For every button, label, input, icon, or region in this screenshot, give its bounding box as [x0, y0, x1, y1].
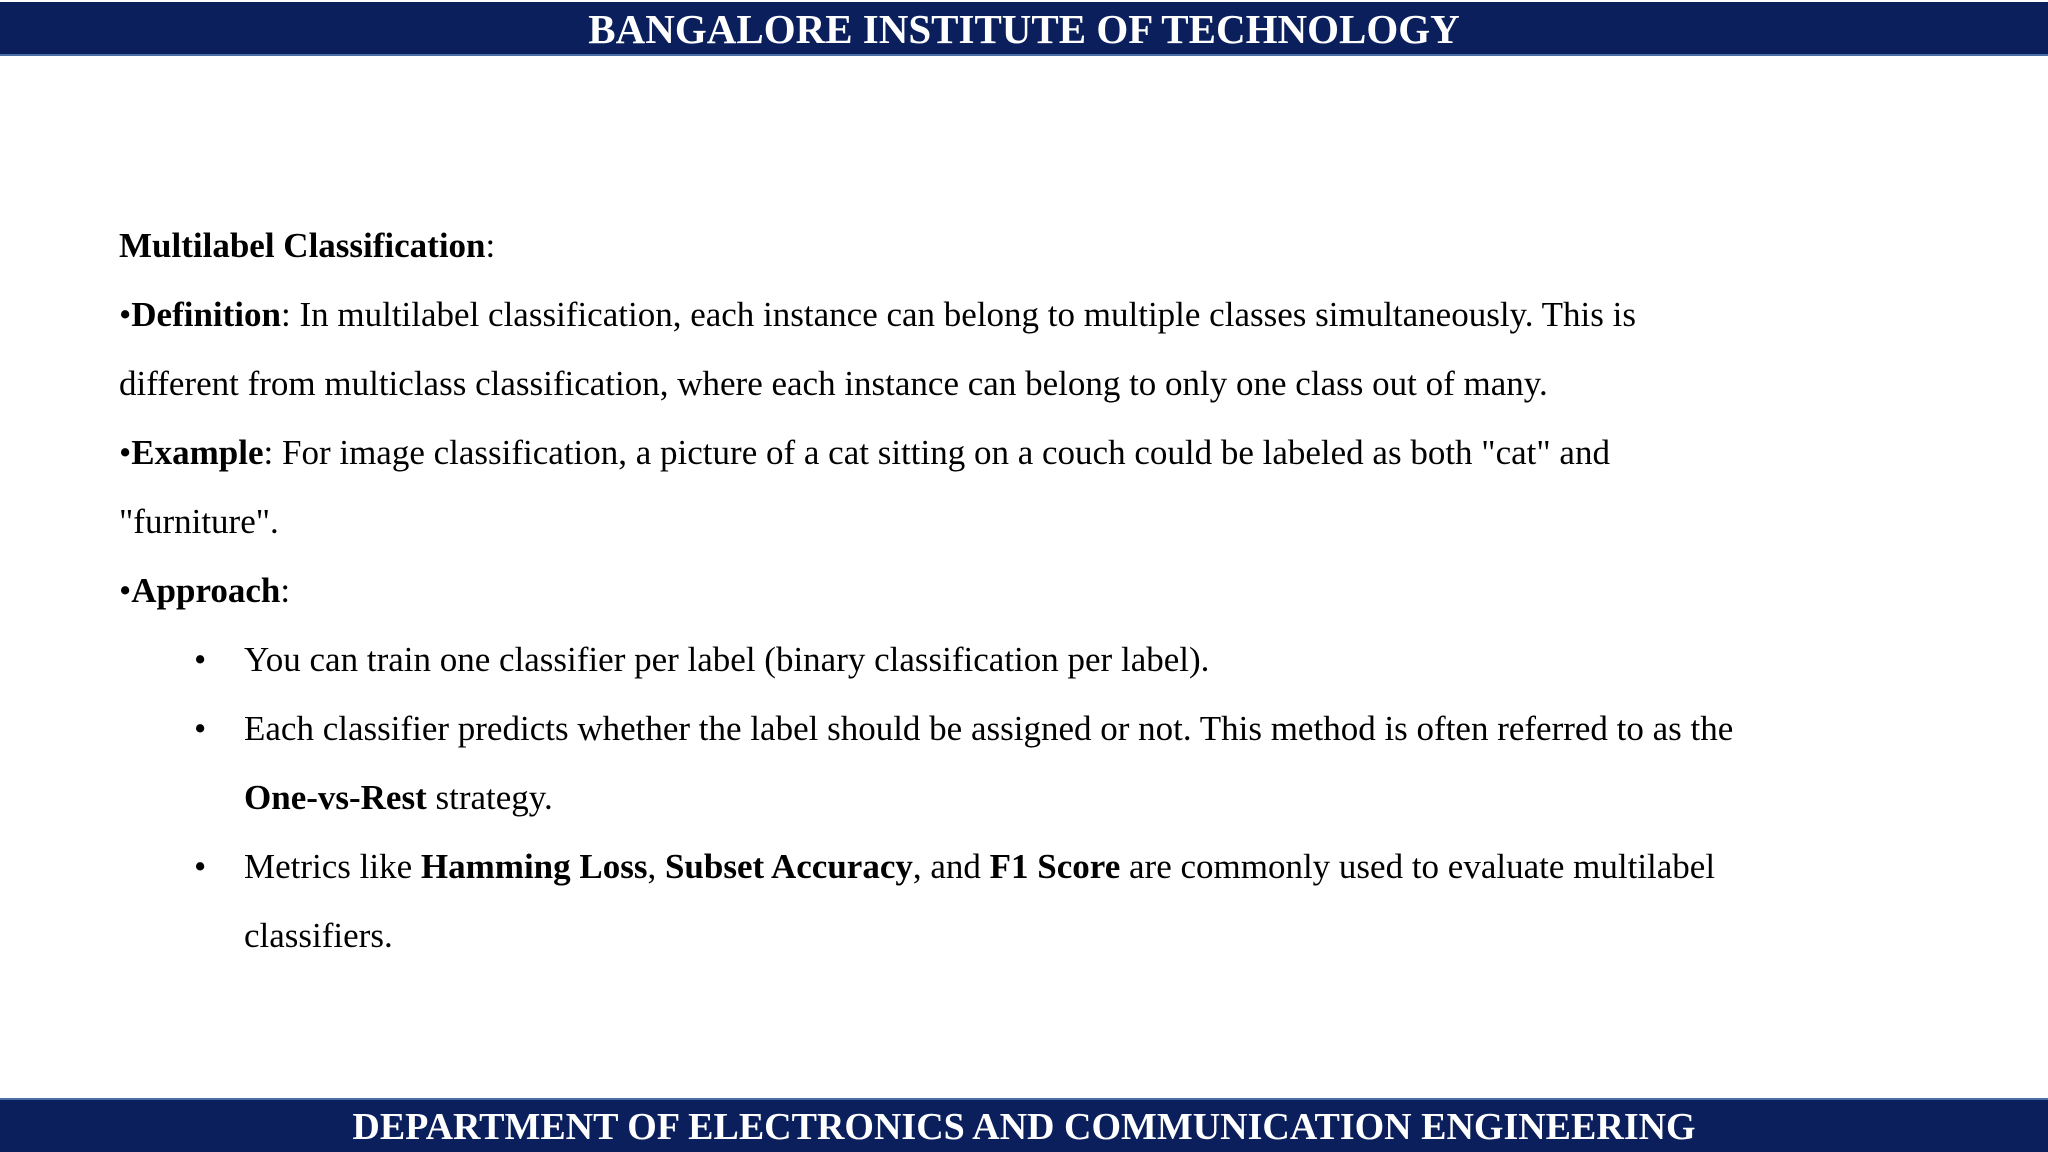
bullet: • [119, 433, 132, 472]
example-line-2: "furniture". [119, 502, 279, 541]
sub-bullet: • [194, 640, 207, 679]
institute-title: BANGALORE INSTITUTE OF TECHNOLOGY [588, 6, 1460, 52]
approach-item-3: • Metrics like Hamming Loss, Subset Accuracy, and F1 Score are commonly used to evaluate multilabel [119, 832, 1939, 901]
footer-banner [0, 1098, 2048, 1152]
example-label: Example [131, 433, 264, 472]
one-vs-rest-term: One-vs-Rest [244, 778, 427, 817]
subset-accuracy-term: Subset Accuracy [664, 847, 913, 886]
approach-item-2: • Each classifier predicts whether the label should be assigned or not. This method is often referred to as the [119, 694, 1939, 763]
sub-bullet: • [194, 709, 207, 748]
slide-content [119, 211, 1939, 970]
sub-bullet: • [194, 847, 207, 886]
section-heading: Multilabel Classification: [119, 226, 496, 265]
approach-item-1: • You can train one classifier per label (binary classification per label). [119, 625, 1939, 694]
bullet: • [119, 571, 132, 610]
definition-line-1: •Definition: In multilabel classification, each instance can belong to multiple classes simultaneously. This is [119, 295, 1636, 334]
f1-score-term: F1 Score [989, 847, 1121, 886]
hamming-loss-term: Hamming Loss [420, 847, 648, 886]
approach-item-3-cont: classifiers. [244, 916, 393, 955]
approach-item-2-cont: One-vs-Rest strategy. [244, 778, 553, 817]
definition-line-2: different from multiclass classification, where each instance can belong to only one class out of many. [119, 364, 1548, 403]
example-line-1: •Example: For image classification, a picture of a cat sitting on a couch could be labeled as both "cat" and [119, 433, 1610, 472]
section-title: Multilabel Classification [119, 226, 486, 265]
bullet: • [119, 295, 132, 334]
department-title: DEPARTMENT OF ELECTRONICS AND COMMUNICATION ENGINEERING [352, 1106, 1696, 1148]
approach-label: Approach [131, 571, 281, 610]
approach-heading: •Approach: [119, 571, 291, 610]
header-banner [0, 2, 2048, 56]
definition-label: Definition [131, 295, 281, 334]
